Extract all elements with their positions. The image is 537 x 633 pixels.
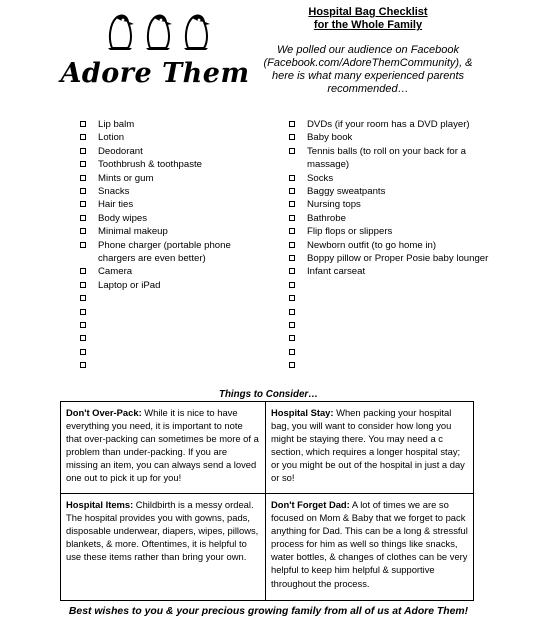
checkbox-icon[interactable] xyxy=(289,362,295,368)
checklist-item[interactable]: Tennis balls (to roll on your back for a massage) xyxy=(289,145,494,172)
tip-heading: Don't Over-Pack: xyxy=(66,407,142,418)
tips-table xyxy=(60,401,474,601)
checklist-item[interactable]: Boppy pillow or Proper Posie baby lounger xyxy=(289,252,494,265)
checkbox-icon[interactable] xyxy=(289,295,295,301)
footer-message: Best wishes to you & your precious growing family from all of us at Adore Them! xyxy=(68,606,469,617)
checklist-item[interactable]: Socks xyxy=(289,172,494,185)
tip-cell-dont-forget-dad xyxy=(266,494,473,600)
checkbox-icon[interactable] xyxy=(80,175,86,181)
checkbox-icon[interactable] xyxy=(80,228,86,234)
checklist-item[interactable]: Newborn outfit (to go home in) xyxy=(289,239,494,252)
checklist-item[interactable]: Infant carseat xyxy=(289,265,494,278)
checklist-item[interactable]: Body wipes xyxy=(80,212,270,225)
checklist-item-blank[interactable] xyxy=(80,346,270,359)
checkbox-icon[interactable] xyxy=(80,148,86,154)
checklist-item[interactable]: Lip balm xyxy=(80,118,270,131)
checkbox-icon[interactable] xyxy=(289,255,295,261)
checkbox-icon[interactable] xyxy=(289,201,295,207)
checklist-item[interactable]: Snacks xyxy=(80,185,270,198)
checkbox-icon[interactable] xyxy=(80,282,86,288)
checkbox-icon[interactable] xyxy=(289,188,295,194)
checkbox-icon[interactable] xyxy=(289,322,295,328)
checkbox-icon[interactable] xyxy=(80,349,86,355)
brand-logo xyxy=(60,8,250,104)
checkbox-icon[interactable] xyxy=(289,335,295,341)
checklist-item[interactable]: Bathrobe xyxy=(289,212,494,225)
checklist-item[interactable]: Laptop or iPad xyxy=(80,279,270,292)
checklist-item[interactable]: Baggy sweatpants xyxy=(289,185,494,198)
checkbox-icon[interactable] xyxy=(289,148,295,154)
checkbox-icon[interactable] xyxy=(80,322,86,328)
checkbox-icon[interactable] xyxy=(80,215,86,221)
checklist-item[interactable]: Toothbrush & toothpaste xyxy=(80,158,270,171)
checkbox-icon[interactable] xyxy=(289,175,295,181)
tip-heading: Hospital Stay: xyxy=(271,407,334,418)
tip-body: Childbirth is a messy ordeal. The hospital provides you with gowns, pads, disposable underwear, diapers, wipes, pillows, blankets, & more. Oftentimes, it is helpful to use these items rather than bring your own. xyxy=(66,499,259,563)
checklist-item-blank[interactable] xyxy=(80,319,270,332)
tip-cell-dont-over-pack xyxy=(61,402,266,494)
checklist-item-blank[interactable] xyxy=(289,332,494,345)
checklist-item[interactable]: Hair ties xyxy=(80,198,270,211)
checkbox-icon[interactable] xyxy=(289,309,295,315)
tip-body: While it is nice to have everything you need, it is important to note that over-packing can sometimes be more of a problem than under-packing. If you are missing an item, you can always send a loved one out to pick it up for you! xyxy=(66,407,259,484)
page-title-line2: for the Whole Family xyxy=(313,19,423,31)
checkbox-icon[interactable] xyxy=(80,242,86,248)
checklist-item-blank[interactable] xyxy=(289,346,494,359)
checklist-item[interactable]: Camera xyxy=(80,265,270,278)
checklist-item-blank[interactable] xyxy=(289,279,494,292)
checkbox-icon[interactable] xyxy=(289,121,295,127)
intro-text: We polled our audience on Facebook (Facebook.com/AdoreThemCommunity), & here is what many experienced parents recommended… xyxy=(263,44,473,95)
tip-body: When packing your hospital bag, you will want to consider how long you might be staying there. You may need a c section, which requires a longer hospital stay; or you might be out of the hospital in just a day or so! xyxy=(271,407,465,484)
penguins-logo-icon xyxy=(102,8,212,52)
brand-name: Adore Them xyxy=(60,58,250,89)
checklist-item[interactable]: Baby book xyxy=(289,131,494,144)
checkbox-icon[interactable] xyxy=(80,188,86,194)
checklist-item-blank[interactable] xyxy=(289,306,494,319)
checklist-item-blank[interactable] xyxy=(289,319,494,332)
checkbox-icon[interactable] xyxy=(289,215,295,221)
tip-body: A lot of times we are so focused on Mom & Baby that we forget to pack anything for Dad. This can be a long & stressful process for him as well so things like snacks, water bottles, & changes of clothes can be very helpful to keep him helpful & supportive throughout the process. xyxy=(271,499,468,589)
checkbox-icon[interactable] xyxy=(80,121,86,127)
checkbox-icon[interactable] xyxy=(80,295,86,301)
checklist-item-blank[interactable] xyxy=(289,292,494,305)
consider-heading: Things to Consider… xyxy=(218,389,319,400)
tip-cell-hospital-items xyxy=(61,494,266,600)
checkbox-icon[interactable] xyxy=(289,228,295,234)
page-title-line1: Hospital Bag Checklist xyxy=(308,6,428,18)
checklist-right xyxy=(289,118,494,373)
checklist-item[interactable]: Phone charger (portable phone chargers are even better) xyxy=(80,239,270,266)
checklist-left xyxy=(80,118,270,373)
tip-cell-hospital-stay xyxy=(266,402,473,494)
checkbox-icon[interactable] xyxy=(80,335,86,341)
checkbox-icon[interactable] xyxy=(80,362,86,368)
checkbox-icon[interactable] xyxy=(289,268,295,274)
tip-heading: Don't Forget Dad: xyxy=(271,499,350,510)
checklist-item-blank[interactable] xyxy=(80,332,270,345)
checklist-item-blank[interactable] xyxy=(80,359,270,372)
checkbox-icon[interactable] xyxy=(289,242,295,248)
checklist-item[interactable]: Nursing tops xyxy=(289,198,494,211)
checklist-item[interactable]: Lotion xyxy=(80,131,270,144)
checklist-item-blank[interactable] xyxy=(80,306,270,319)
checklist-item-blank[interactable] xyxy=(289,359,494,372)
checklist-item[interactable]: Minimal makeup xyxy=(80,225,270,238)
checkbox-icon[interactable] xyxy=(80,201,86,207)
checkbox-icon[interactable] xyxy=(80,161,86,167)
checklist-item-blank[interactable] xyxy=(80,292,270,305)
checkbox-icon[interactable] xyxy=(80,309,86,315)
checklist-item[interactable]: DVDs (if your room has a DVD player) xyxy=(289,118,494,131)
checkbox-icon[interactable] xyxy=(289,349,295,355)
checkbox-icon[interactable] xyxy=(80,134,86,140)
tip-heading: Hospital Items: xyxy=(66,499,134,510)
checkbox-icon[interactable] xyxy=(80,268,86,274)
checklist-item[interactable]: Mints or gum xyxy=(80,172,270,185)
page-title xyxy=(258,6,478,32)
checklist-item[interactable]: Deodorant xyxy=(80,145,270,158)
checklist-item[interactable]: Flip flops or slippers xyxy=(289,225,494,238)
checkbox-icon[interactable] xyxy=(289,282,295,288)
checkbox-icon[interactable] xyxy=(289,134,295,140)
